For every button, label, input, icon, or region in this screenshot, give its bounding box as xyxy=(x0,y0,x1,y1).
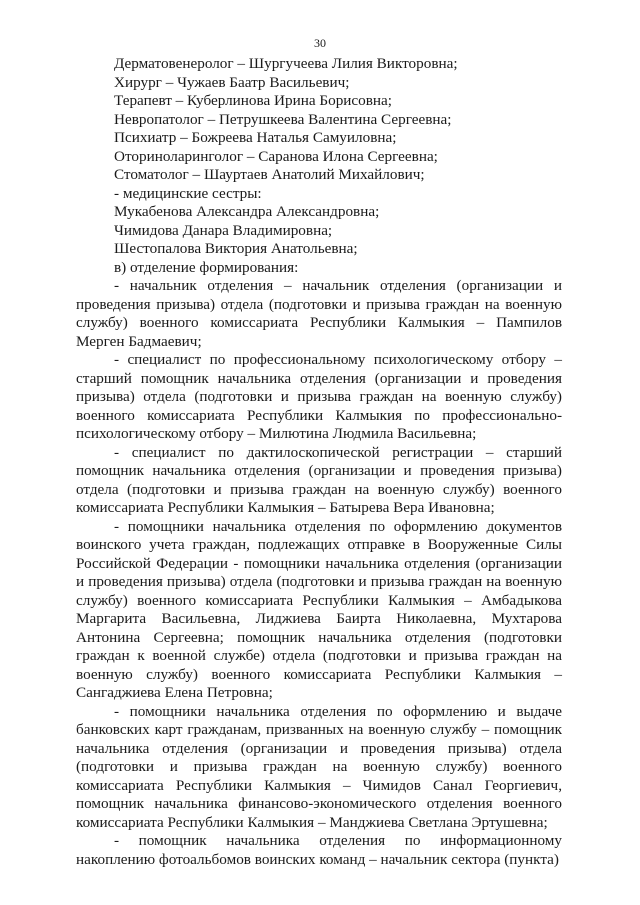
document-body xyxy=(76,55,562,869)
paragraph-department-head: - начальник отделения – начальник отделения (организации и проведения призыва) отдела (подготовки и призыва граждан на военную службу) военного комиссариата Республики Калмыкия – Пампилов Мерген Бадмаевич; xyxy=(76,277,562,350)
staff-line-dentist: Стоматолог – Шауртаев Анатолий Михайлович; xyxy=(114,166,425,183)
staff-line-therapist: Терапевт – Куберлинова Ирина Борисовна; xyxy=(114,92,393,109)
paragraph-fingerprint-registration: - специалист по дактилоскопической регистрации – старший помощник начальника отделения (организации и проведения призыва) отдела (подготовки и призыва граждан на военную службу) военного комиссариата Республики Калмыкия – Батырева Вера Ивановна; xyxy=(76,443,562,516)
page-number: 30 xyxy=(314,36,326,50)
paragraph-photo-albums: - помощник начальника отделения по информационному накоплению фотоальбомов воинских команд – начальник сектора (пункта) xyxy=(76,832,562,868)
staff-line-otolaryngologist: Оториноларинголог – Саранова Илона Сергеевна; xyxy=(114,147,438,165)
paragraph-bank-cards: - помощники начальника отделения по оформлению и выдаче банковских карт гражданам, призванных на военную службу – помощник начальника отделения (организации и проведения призыва) отдела (подготовки и призыва граждан на военную службу) военного комиссариата Республики Калмыкия – Чимидов Санал Георгиевич, помощник начальника финансово-экономического отделения военного комиссариата Республики Калмыкия – Манджиева Светлана Эртушевна; xyxy=(76,702,562,831)
staff-line-neuropathologist: Невропатолог – Петрушкеева Валентина Сергеевна; xyxy=(114,110,452,128)
nurse-line: Мукабенова Александра Александровна; xyxy=(114,203,380,220)
staff-line-dermatovenerologist: Дерматовенеролог – Шургучеева Лилия Викторовна; xyxy=(114,55,458,72)
nurse-line: Шестопалова Виктория Анатольевна; xyxy=(114,240,358,257)
nurses-heading: - медицинские сестры: xyxy=(114,184,262,202)
nurse-line: Чимидова Данара Владимировна; xyxy=(114,221,333,239)
section-heading-formation-department: в) отделение формирования: xyxy=(114,258,299,276)
staff-line-surgeon: Хирург – Чужаев Баатр Васильевич; xyxy=(114,73,350,91)
staff-line-psychiatrist: Психиатр – Божреева Наталья Самуиловна; xyxy=(114,129,397,146)
paragraph-psychological-selection: - специалист по профессиональному психологическому отбору – старший помощник начальника отделения (организации и проведения призыва) отдела (подготовки и призыва граждан на военную службу) военного комиссариата Республики Калмыкия по профессионально-психологическому отбору – Милютина Людмила Васильевна; xyxy=(76,351,562,442)
paragraph-registration-documents: - помощники начальника отделения по оформлению документов воинского учета граждан, подлежащих отправке в Вооруженные Силы Российской Федерации - помощники начальника отделения (организации и проведения призыва) отдела (подготовки и призыва граждан на военную службу) военного комиссариата Республики Калмыкия – Амбадыкова Маргарита Васильевна, Лиджиева Баирта Николаевна, Мухтарова Антонина Сергеевна; помощник начальника отделения (подготовки граждан к военной службе) отдела (подготовки и призыва граждан на военную службу) военного комиссариата Республики Калмыкия – Сангаджиева Елена Петровна; xyxy=(76,517,562,701)
